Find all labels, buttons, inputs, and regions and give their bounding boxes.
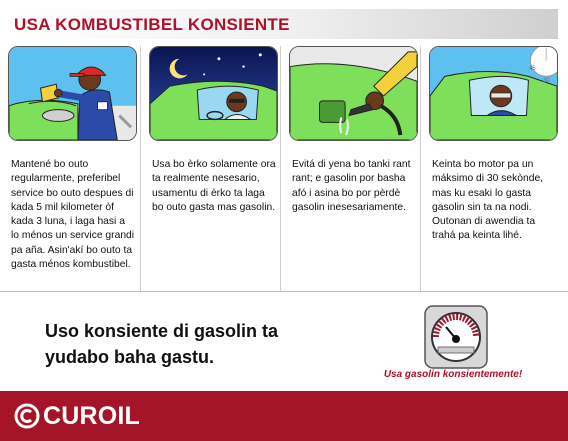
night-driver-illustration [149, 46, 278, 141]
slogan: Uso konsiente di gasolin ta yudabo baha gastu. [45, 321, 279, 367]
tip-text-fuel-tank: Evitá di yena bo tanki rant rant; e gasolin por basha afó i asina bo por pèrdè gasolin inesesariamente. [292, 159, 411, 213]
tip-text-engine-start: Keinta bo motor pa un máksimo di 30 sekònde, mas ku esaki lo gasta gasolin sin ta na nodi. Outonan di awendia ta trahá pa keinta lihé. [432, 159, 544, 242]
tip-text-maintenance: Mantené bo outo regularmente, preferibel service bo outo despues di kada 5 mil kilometer òf kada 3 luna, i laga hasi a lo ménos un service grandi pa aña. Asin'akí bo outo ta gasta ménos kombustibel. [11, 159, 135, 271]
title-bar [8, 9, 558, 39]
curoil-logo [14, 402, 140, 430]
tip-text-air-conditioning: Usa bo èrko solamente ora ta realmente nesesario, usamentu di èrko ta laga bo outo gasta mas gasolin. [152, 159, 276, 213]
brand-name: CUROIL [43, 401, 141, 430]
tips-panels [0, 46, 568, 292]
footer-bar [0, 391, 568, 441]
tip-panel-maintenance [0, 46, 137, 291]
driver-waiting-clock-illustration [429, 46, 558, 141]
logo-tagline: Usa gasolin konsientemente! [383, 369, 523, 380]
fuel-gauge-icon [424, 305, 488, 369]
page-title: USA KOMBUSTIBEL KONSIENTE [14, 15, 290, 34]
clock-number-45: 45 [529, 66, 536, 72]
fuel-nozzle-illustration [289, 46, 418, 141]
tip-panel-fuel-tank [280, 46, 418, 291]
copyright-icon [14, 403, 40, 429]
clock-number-30: 30 [543, 78, 550, 84]
tip-panel-air-conditioning [140, 46, 278, 291]
tip-panel-engine-start [420, 46, 558, 291]
mechanic-checking-oil-illustration [8, 46, 137, 141]
